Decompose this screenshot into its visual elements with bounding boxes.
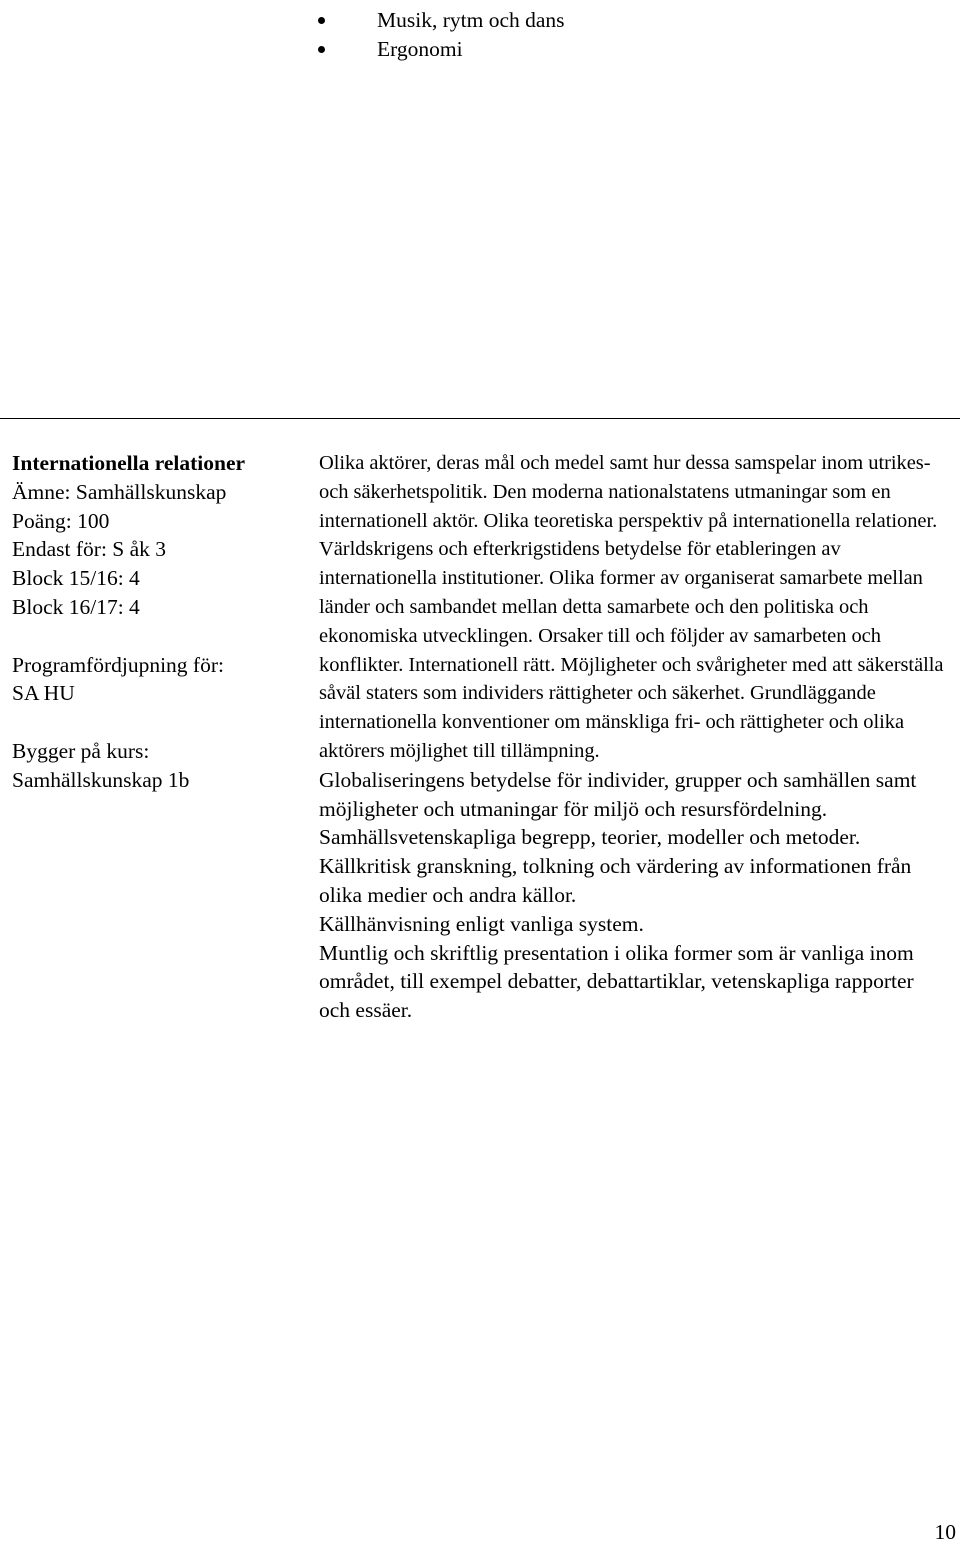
spacer <box>12 622 302 651</box>
content-paragraph: Muntlig och skriftlig presentation i olika former som är vanliga inom området, till exempel debatter, debattartiklar, vetenskapliga rapporter och essäer. <box>319 940 914 1023</box>
content-paragraph: Globaliseringens betydelse för individer, grupper och samhällen samt möjligheter och utmaningar för miljö och resursfördelning. <box>319 767 917 821</box>
course-points: Poäng: 100 <box>12 508 110 533</box>
list-item-text: Musik, rytm och dans <box>377 8 565 32</box>
table-top-border <box>0 418 960 419</box>
content-paragraph: Källhänvisning enligt vanliga system. <box>319 911 644 936</box>
course-content-column <box>319 449 944 1025</box>
bullet-icon <box>318 46 325 53</box>
content-paragraph: Källkritisk granskning, tolkning och värdering av informationen från olika medier och andra källor. <box>319 854 912 907</box>
course-title: Internationella relationer <box>12 451 246 475</box>
list-item-text: Ergonomi <box>377 36 463 61</box>
builds-on-value: Samhällskunskap 1b <box>12 767 190 792</box>
course-subject: Ämne: Samhällskunskap <box>12 479 227 504</box>
bullet-icon <box>318 17 325 24</box>
builds-on-label: Bygger på kurs: <box>12 738 150 763</box>
specialization-value: SA HU <box>12 681 75 706</box>
course-only-for: Endast för: S åk 3 <box>12 537 167 562</box>
continued-bullet-list <box>0 6 565 64</box>
spacer <box>12 708 302 737</box>
content-paragraph: Olika aktörer, deras mål och medel samt hur dessa samspelar inom utrikes- och säkerhetspolitik. Den moderna nationalstatens utmaningar som en internationell aktör. Olika teoretiska perspektiv på internationella relationer. Världskrigens och efterkrigstidens betydelse för etableringen av internationella institutioner. Olika former av organiserat samarbete mellan länder och sambandet mellan detta samarbete och den politiska och ekonomiska utvecklingen. Orsaker till och följder av samarbeten och konflikter. Internationell rätt. Möjligheter och svårigheter med att säkerställa såväl staters som individers rättigheter och säkerhet. Grundläggande internationella konventioner om mänskliga fri- och rättigheter och olika aktörers möjlighet till tillämpning. <box>319 452 944 762</box>
course-block-1516: Block 15/16: 4 <box>12 566 140 591</box>
list-item <box>0 6 565 35</box>
content-paragraph: Samhällsvetenskapliga begrepp, teorier, modeller och metoder. <box>319 825 861 850</box>
list-item <box>0 35 565 64</box>
course-block-1617: Block 16/17: 4 <box>12 594 140 619</box>
course-info-column <box>12 449 302 795</box>
page-number: 10 <box>934 1520 956 1544</box>
specialization-label: Programfördjupning för: <box>12 652 224 677</box>
